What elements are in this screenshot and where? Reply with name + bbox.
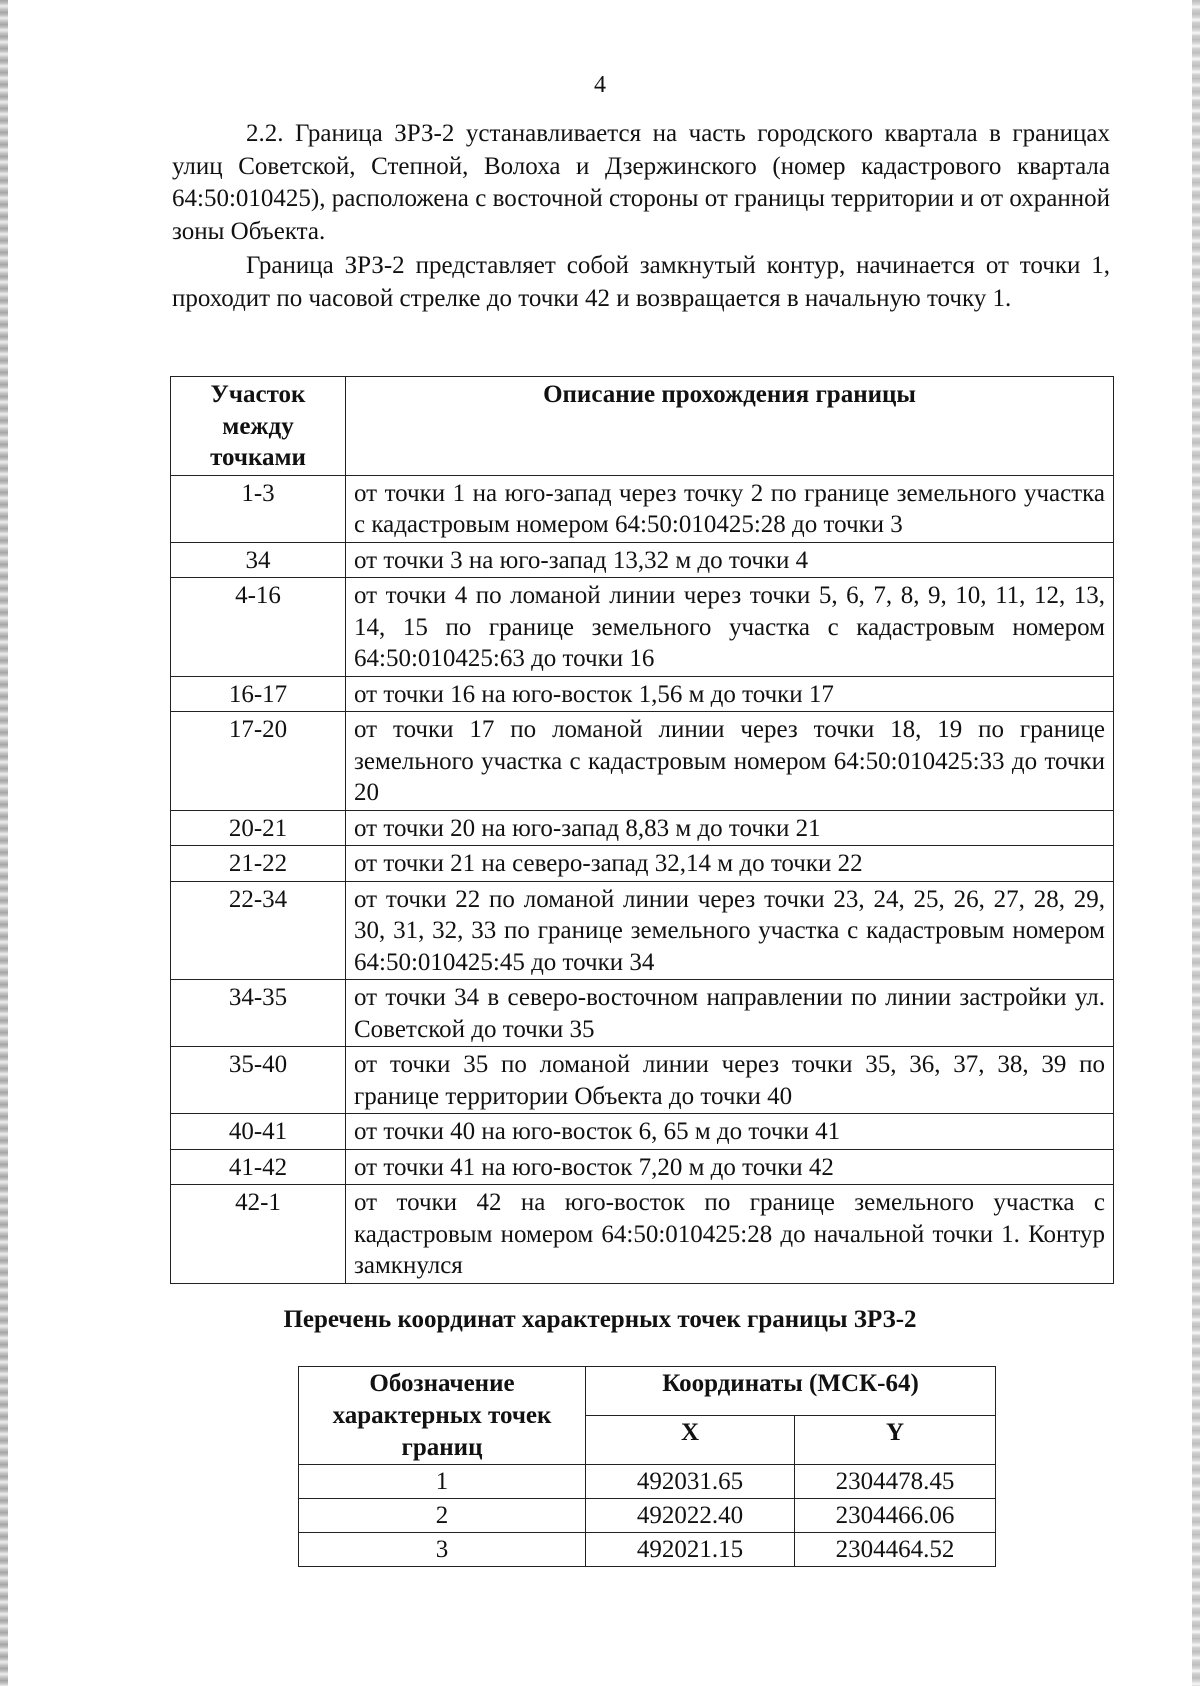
coordinates-title: Перечень координат характерных точек границы ЗРЗ-2	[283, 1306, 917, 1333]
segment-cell: 4-16	[171, 578, 346, 677]
segment-cell: 35-40	[171, 1047, 346, 1114]
route-table-body	[171, 475, 1114, 1283]
description-cell: от точки 34 в северо-восточном направлении по линии застройки ул. Советской до точки 35	[346, 980, 1114, 1047]
paragraph-boundary-description	[172, 118, 1110, 248]
description-cell: от точки 3 на юго-запад 13,32 м до точки 4	[346, 542, 1114, 578]
table-row	[171, 712, 1114, 811]
table-row	[171, 980, 1114, 1047]
header-description: Описание прохождения границы	[346, 377, 1114, 476]
coordinates-table	[298, 1366, 996, 1567]
table-row	[171, 881, 1114, 980]
segment-cell: 21-22	[171, 846, 346, 882]
description-cell: от точки 40 на юго-восток 6, 65 м до точки 41	[346, 1114, 1114, 1150]
description-cell: от точки 21 на северо-запад 32,14 м до точки 22	[346, 846, 1114, 882]
description-cell: от точки 17 по ломаной линии через точки 18, 19 по границе земельного участка с кадастровым номером 64:50:010425:33 до точки 20	[346, 712, 1114, 811]
header-coordinates: Координаты (МСК-64)	[586, 1367, 996, 1416]
x-coordinate-cell: 492022.40	[586, 1499, 795, 1533]
paragraph-text: 2.2. Граница ЗРЗ-2 устанавливается на часть городского квартала в границах улиц Советской, Степной, Волоха и Дзержинского (номер кадастрового квартала 64:50:010425), расположена с восточной стороны от границы территории и от охранной зоны Объекта.	[172, 120, 1110, 245]
table-row	[171, 810, 1114, 846]
table-row	[171, 578, 1114, 677]
header-x: X	[586, 1416, 795, 1465]
table-row	[171, 542, 1114, 578]
header-y: Y	[795, 1416, 996, 1465]
table-row	[171, 1185, 1114, 1284]
description-cell: от точки 42 на юго-восток по границе земельного участка с кадастровым номером 64:50:010425:28 до начальной точки 1. Контур замкнулся	[346, 1185, 1114, 1284]
x-coordinate-cell: 492031.65	[586, 1465, 795, 1499]
description-cell: от точки 16 на юго-восток 1,56 м до точки 17	[346, 676, 1114, 712]
segment-cell: 20-21	[171, 810, 346, 846]
header-segment: Участок между точками	[171, 377, 346, 476]
table-row	[299, 1533, 996, 1567]
segment-cell: 42-1	[171, 1185, 346, 1284]
table-row	[299, 1499, 996, 1533]
paragraph-text: Граница ЗРЗ-2 представляет собой замкнутый контур, начинается от точки 1, проходит по часовой стрелке до точки 42 и возвращается в начальную точку 1.	[172, 252, 1110, 312]
boundary-route-table	[170, 376, 1114, 1284]
table-row	[299, 1465, 996, 1499]
paragraph-contour-description	[172, 250, 1110, 315]
point-cell: 1	[299, 1465, 586, 1499]
scan-edge-right	[1192, 0, 1200, 1686]
segment-cell: 1-3	[171, 475, 346, 542]
description-cell: от точки 20 на юго-запад 8,83 м до точки 21	[346, 810, 1114, 846]
y-coordinate-cell: 2304464.52	[795, 1533, 996, 1567]
y-coordinate-cell: 2304478.45	[795, 1465, 996, 1499]
description-cell: от точки 4 по ломаной линии через точки 5, 6, 7, 8, 9, 10, 11, 12, 13, 14, 15 по границе земельного участка с кадастровым номером 64:50:010425:63 до точки 16	[346, 578, 1114, 677]
page-number: 4	[594, 72, 606, 98]
description-cell: от точки 1 на юго-запад через точку 2 по границе земельного участка с кадастровым номером 64:50:010425:28 до точки 3	[346, 475, 1114, 542]
table-row	[171, 475, 1114, 542]
table-header-row	[171, 377, 1114, 476]
description-cell: от точки 35 по ломаной линии через точки 35, 36, 37, 38, 39 по границе территории Объекта до точки 40	[346, 1047, 1114, 1114]
table-header-row	[299, 1367, 996, 1416]
table-row	[171, 846, 1114, 882]
segment-cell: 17-20	[171, 712, 346, 811]
point-cell: 2	[299, 1499, 586, 1533]
scan-edge-left	[0, 0, 8, 1686]
table-row	[171, 1114, 1114, 1150]
segment-cell: 22-34	[171, 881, 346, 980]
description-cell: от точки 22 по ломаной линии через точки 23, 24, 25, 26, 27, 28, 29, 30, 31, 32, 33 по границе земельного участка с кадастровым номером 64:50:010425:45 до точки 34	[346, 881, 1114, 980]
segment-cell: 34	[171, 542, 346, 578]
table-row	[171, 1149, 1114, 1185]
y-coordinate-cell: 2304466.06	[795, 1499, 996, 1533]
header-point-designation: Обозначение характерных точек границ	[299, 1367, 586, 1465]
x-coordinate-cell: 492021.15	[586, 1533, 795, 1567]
point-cell: 3	[299, 1533, 586, 1567]
segment-cell: 34-35	[171, 980, 346, 1047]
segment-cell: 41-42	[171, 1149, 346, 1185]
table-row	[171, 1047, 1114, 1114]
coordinates-table-body	[299, 1465, 996, 1567]
segment-cell: 16-17	[171, 676, 346, 712]
segment-cell: 40-41	[171, 1114, 346, 1150]
table-row	[171, 676, 1114, 712]
description-cell: от точки 41 на юго-восток 7,20 м до точки 42	[346, 1149, 1114, 1185]
